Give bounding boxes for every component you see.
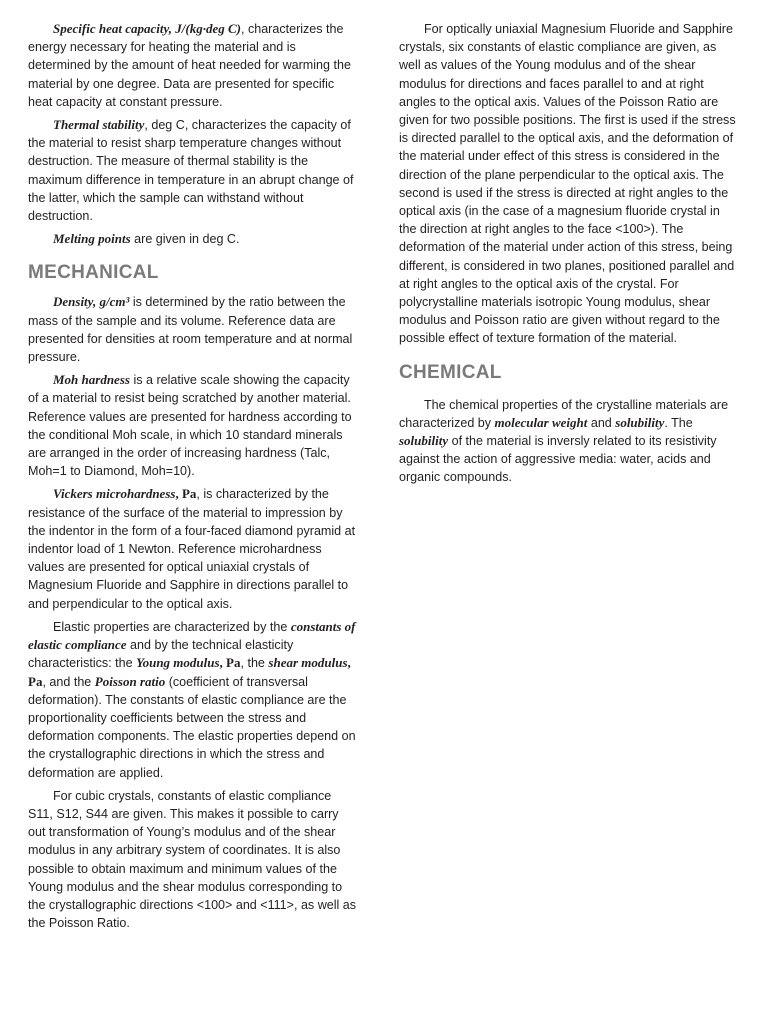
term-solubility: solubility xyxy=(399,433,449,449)
paragraph-moh-hardness xyxy=(28,371,358,480)
paragraph-text: , deg C, characterizes the capacity of the material to resist sharp temperature changes without destruction. The measure of thermal stability is the maximum difference in temperature in an abrupt change of the latter, which the sample can withstand without destruction. xyxy=(28,118,354,224)
paragraph-text: Elastic properties are characterized by the xyxy=(53,619,291,634)
term-thermal-stability: Thermal stability xyxy=(53,117,145,133)
paragraph-uniaxial-crystals: For optically uniaxial Magnesium Fluoride and Sapphire crystals, six constants of elastic compliance are given, as well as values of the Young modulus and of the shear modulus for directions and faces parallel to and at right angles to the optical axis. Values of the Poisson Ratio are given for two possible positions. The first is used if the stress is directed parallel to the optical axis, and the deformation of the material under effect of this stress is considered in the direction of the plane perpendicular to the optical axis. The second is used if the stress is directed at right angles to the optical axis (in the case of a magnesium fluoride crystal in the direction at right angles to the face <100>). The deformation of the material under action of this stress, being different, is considered in two planes, positioned parallel and at right angles to the optical axis of the crystal. For polycrystalline materials isotropic Young modulus, shear modulus and Poisson ratio are given without regard to the possible effect of texture formation of the material. xyxy=(399,22,736,346)
unit-pa: Pa xyxy=(226,655,241,671)
term-molecular-weight: molecular weight xyxy=(494,414,588,430)
paragraph-text: , characterizes the energy necessary for heating the material and is determined by the amount of heat needed for warming the material by one degree. Data are presented for specific heat capacity at constant pressure. xyxy=(28,22,351,109)
paragraph-vickers xyxy=(28,485,358,612)
paragraph-text: is a relative scale showing the capacity of a material to resist being scratched by another material. Reference values are presented for hardness according to the conditional Moh scale, in which 10 standard minerals are arranged in the order of increasing hardness (Talc, Moh=1 to Diamond, Moh=10). xyxy=(28,373,352,479)
paragraph-text: , is characterized by the resistance of the surface of the material to impression by the indentor in the form of a four-faced diamond pyramid at indentor load of 1 Newton. Reference microhardness values are presented for optical uniaxial crystals of Magnesium Fluoride and Sapphire in directions parallel to and perpendicular to the optical axis. xyxy=(28,487,356,611)
term-solubility: solubility xyxy=(615,414,665,430)
term-specific-heat: Specific heat capacity, J/(kg·deg C) xyxy=(53,21,241,36)
term-separator: , xyxy=(219,655,227,671)
paragraph-text: and xyxy=(587,415,616,430)
term-vickers-microhardness: Vickers microhardness xyxy=(53,486,176,502)
paragraph-thermal-stability xyxy=(28,116,358,225)
paragraph-text: , the xyxy=(240,656,269,671)
term-shear-modulus: shear modulus xyxy=(268,655,348,671)
left-column xyxy=(28,20,358,937)
heading-chemical: CHEMICAL xyxy=(399,361,502,383)
paragraph-text: (coefficient of transversal deformation). The constants of elastic compliance are the proportionality coefficients between the stress and deformation components. The elastic properties depend on the crystallographic directions in which the stress and deformation are applied. xyxy=(28,674,356,780)
paragraph-text: The chemical properties of the crystalline materials are characterized by xyxy=(399,397,729,430)
term-melting-points: Melting points xyxy=(53,231,131,247)
paragraph-cubic-crystals: For cubic crystals, constants of elastic compliance S11, S12, S44 are given. This makes it possible to carry out transformation of Young’s modulus and of the shear modulus in any arbitrary system of coordinates. It is also possible to obtain maximum and minimum values of the Young modulus and the shear modulus corresponding to the crystallographic directions <100> and <111>, as well as the Poisson Ratio. xyxy=(28,788,357,931)
unit-pa: Pa xyxy=(181,486,197,502)
right-column xyxy=(399,20,737,492)
term-poisson-ratio: Poisson ratio xyxy=(94,673,166,689)
paragraph-melting-points xyxy=(28,230,358,248)
term-separator: , xyxy=(175,486,182,502)
paragraph-specific-heat xyxy=(28,20,358,111)
paragraph-text: . The xyxy=(664,415,693,430)
term-elastic-compliance: constants of elastic compliance xyxy=(28,618,356,653)
term-moh-hardness: Moh hardness xyxy=(53,372,130,388)
paragraph-text: are given in deg C. xyxy=(130,232,240,247)
paragraph-chemical-properties xyxy=(399,396,737,487)
paragraph-elastic-properties xyxy=(28,618,358,782)
paragraph-text: , and the xyxy=(42,674,95,689)
paragraph-text: is determined by the ratio between the mass of the sample and its volume. Reference data are presented for densities at room temperature and at normal pressure. xyxy=(28,295,353,365)
term-young-modulus: Young modulus xyxy=(136,655,220,671)
paragraph-text: of the material is inversly related to its resistivity against the action of aggressive media: water, acids and organic compounds. xyxy=(399,434,717,485)
term-separator: , xyxy=(347,655,351,671)
unit-pa: Pa xyxy=(28,673,43,689)
heading-mechanical: MECHANICAL xyxy=(28,262,159,284)
paragraph-density xyxy=(28,293,358,366)
paragraph-text: and by the technical elasticity characteristics: the xyxy=(28,638,294,671)
term-density: Density, g/cm³ xyxy=(53,294,130,310)
